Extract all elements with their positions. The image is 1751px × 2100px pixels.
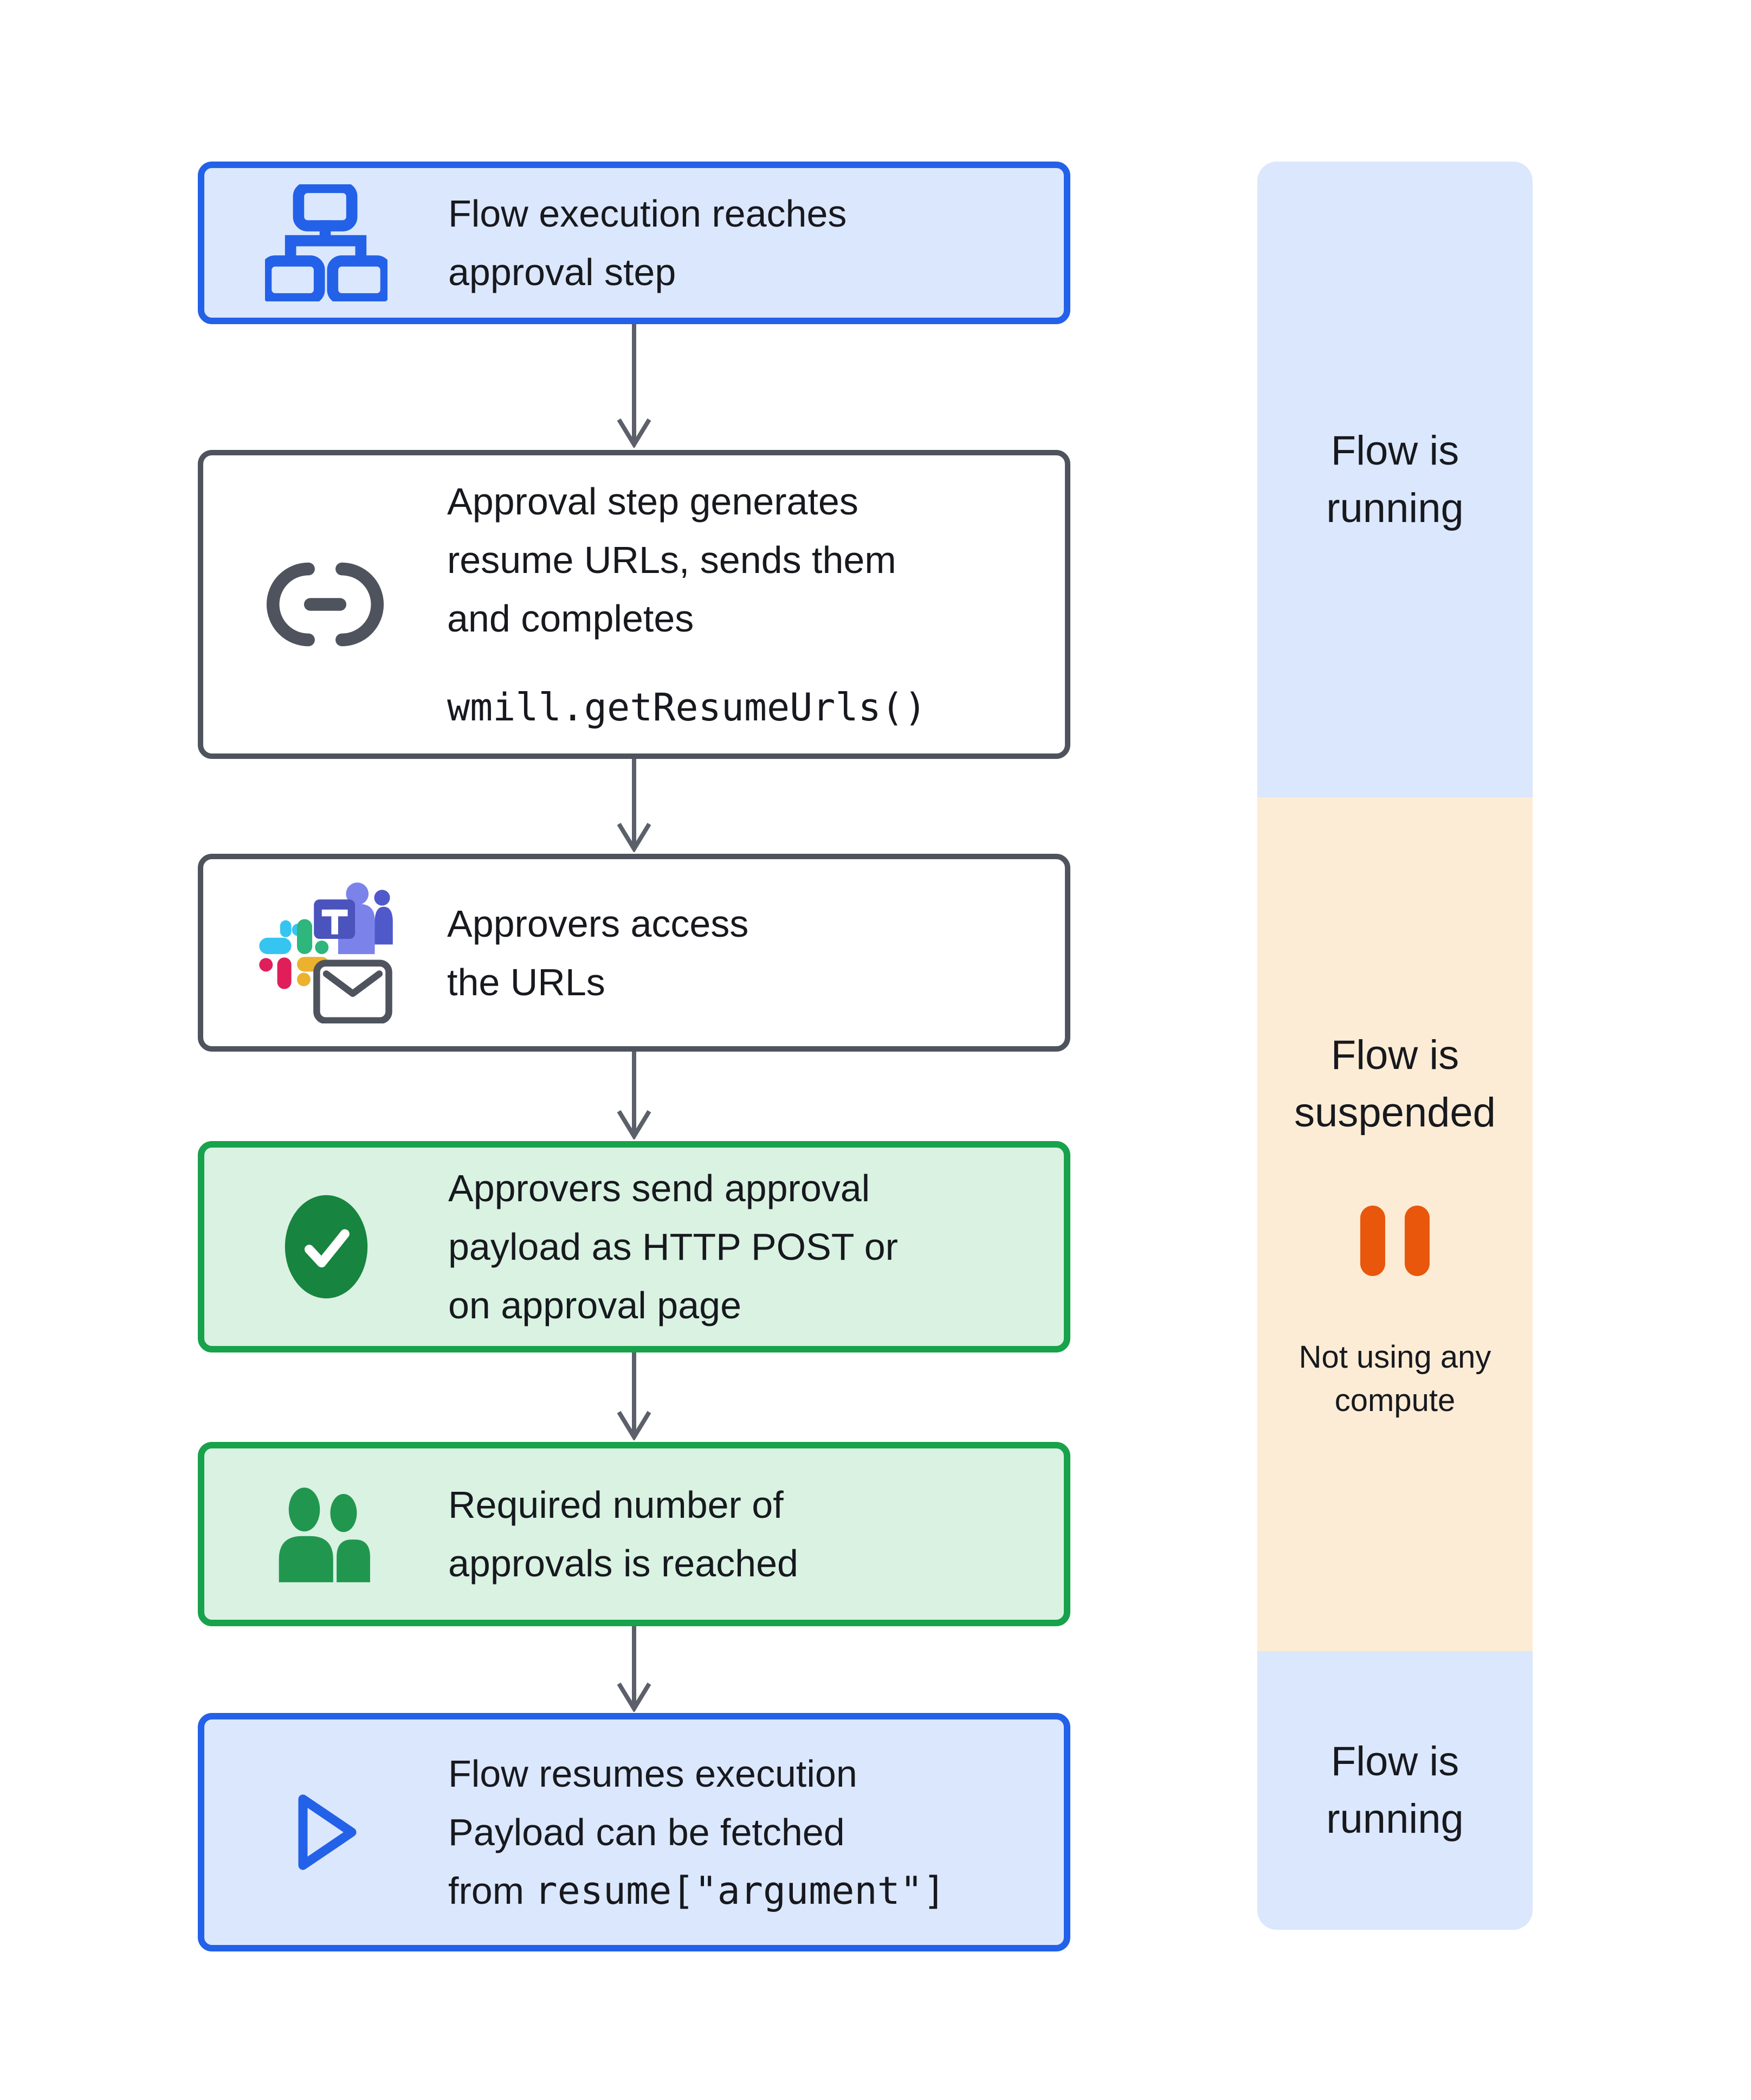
step-label-line: Required number of xyxy=(448,1484,784,1526)
step-label-line: the URLs xyxy=(447,961,605,1003)
flow-arrow xyxy=(611,324,657,448)
step-label-line: Payload can be fetched xyxy=(448,1811,845,1853)
step-flow-resumes xyxy=(198,1713,1070,1951)
step-label xyxy=(448,1159,1064,1335)
play-icon xyxy=(286,1786,367,1878)
flowchart-icon xyxy=(265,184,387,301)
step-icon-cell xyxy=(204,184,448,301)
step-label-line: resume URLs, sends them xyxy=(447,539,896,581)
status-note: Not using any compute xyxy=(1298,1339,1491,1418)
people-icon xyxy=(274,1485,378,1583)
step-generate-resume-urls xyxy=(198,450,1070,759)
step-label-line: Flow execution reaches xyxy=(448,192,847,235)
step-required-approvals xyxy=(198,1442,1070,1626)
step-send-approval-payload xyxy=(198,1141,1070,1352)
step-label-prefix: from xyxy=(448,1870,535,1912)
pause-icon xyxy=(1354,1202,1436,1279)
flow-arrow xyxy=(611,1052,657,1139)
step-label xyxy=(448,1476,1064,1593)
status-label: Flow is running xyxy=(1326,427,1464,531)
step-icon-cell xyxy=(203,882,447,1023)
status-label: Flow is suspended xyxy=(1294,1032,1496,1136)
step-label-line: Approvers access xyxy=(447,902,749,945)
step-label-line: and completes xyxy=(447,597,694,640)
step-label-line xyxy=(448,1861,1042,1920)
step-label xyxy=(447,894,1065,1012)
teams-slack-mail-icons xyxy=(257,882,393,1023)
status-section-running-2 xyxy=(1257,1651,1533,1930)
code-resume-argument: resume["argument"] xyxy=(534,1869,946,1913)
flow-arrow xyxy=(611,1352,657,1440)
status-section-suspended xyxy=(1257,797,1533,1651)
check-circle-icon xyxy=(282,1193,370,1301)
step-label-line: payload as HTTP POST or xyxy=(448,1226,898,1268)
step-flow-execution-reaches xyxy=(198,162,1070,324)
step-icon-cell xyxy=(203,551,447,658)
code-get-resume-urls: wmill.getResumeUrls() xyxy=(447,685,927,730)
step-label-line: Approvers send approval xyxy=(448,1167,870,1209)
flow-arrow xyxy=(611,759,657,852)
step-icon-cell xyxy=(204,1485,448,1583)
status-panel xyxy=(1257,162,1533,1930)
step-label-line: Approval step generates xyxy=(447,480,858,523)
mail-icon xyxy=(316,963,389,1020)
step-icon-cell xyxy=(204,1786,448,1878)
flow-arrow xyxy=(611,1626,657,1712)
pause-icon-wrap xyxy=(1354,1202,1436,1279)
step-label xyxy=(448,1744,1064,1920)
status-section-running-1 xyxy=(1257,162,1533,797)
step-label-line: Flow resumes execution xyxy=(448,1753,857,1795)
step-label xyxy=(448,184,1064,301)
step-label-line: approvals is reached xyxy=(448,1542,798,1584)
step-label-line: on approval page xyxy=(448,1284,741,1326)
link-icon xyxy=(266,551,384,658)
status-label: Flow is running xyxy=(1326,1738,1464,1842)
step-icon-cell xyxy=(204,1193,448,1301)
step-label xyxy=(447,472,1065,737)
step-approvers-access-urls xyxy=(198,854,1070,1052)
step-label-line: approval step xyxy=(448,251,676,293)
